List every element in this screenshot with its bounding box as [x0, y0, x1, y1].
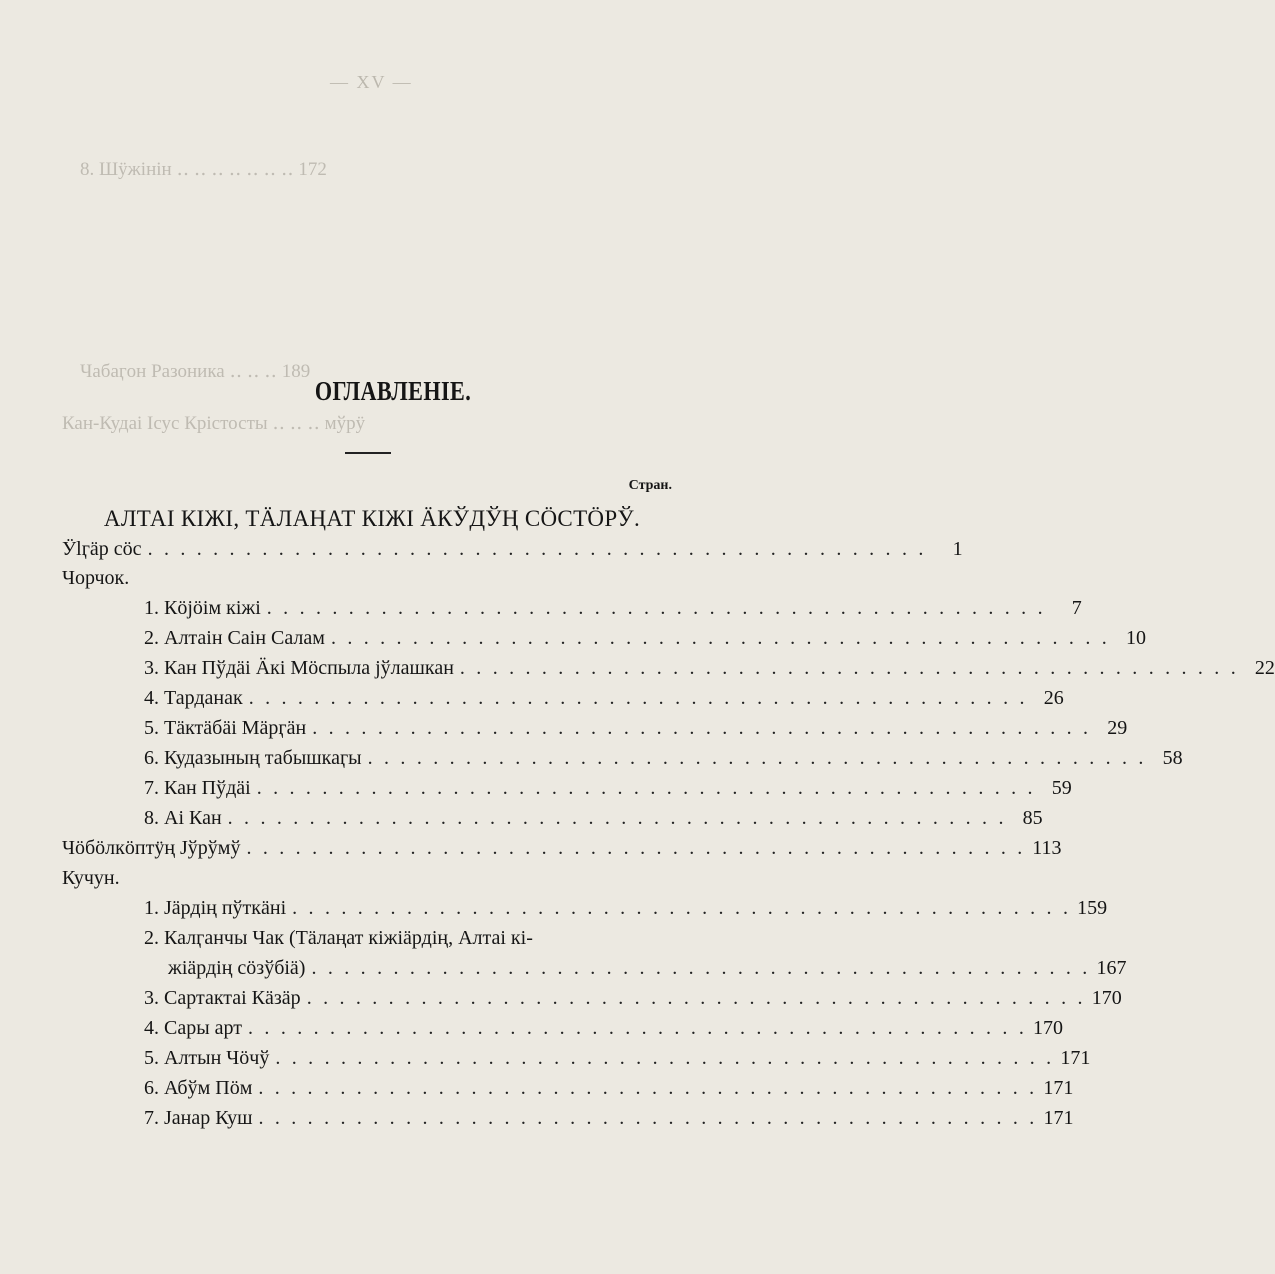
- leader-dots: . . . . . . . . . . . . . . . . . . . . . . . . . . . . . . . . . . . . . . . . . . . . . . . .: [306, 987, 1086, 1009]
- leader-dots: . . . . . . . . . . . . . . . . . . . . . . . . . . . . . . . . . . . . . . . . . . . . . . . .: [459, 657, 1239, 679]
- toc-entry-label: 5. Тӓктӓбӓі Мӓрӷӓн: [144, 717, 307, 739]
- toc-page-number: 170: [1091, 987, 1122, 1009]
- toc-entry: [144, 987, 1122, 1017]
- toc-entry: [62, 538, 963, 568]
- toc-page-number: 170: [1033, 1017, 1064, 1039]
- toc-entry-label: 4. Тарданак: [144, 687, 243, 709]
- toc-entry: [144, 1107, 1074, 1137]
- toc-entry: [144, 597, 1082, 627]
- toc-entry-label: 3. Сартактаі Кӓзӓр: [144, 987, 301, 1009]
- section-heading: АЛТАІ КІЖІ, ТÄЛАҢАТ КІЖІ ÄКЎДЎҢ СÖСТÖРЎ.: [103, 506, 641, 531]
- leader-dots: . . . . . . . . . . . . . . . . . . . . . . . . . . . . . . . . . . . . . . . . . . . . . . . .: [248, 1017, 1028, 1039]
- leader-dots: . . . . . . . . . . . . . . . . . . . . . . . . . . . . . . . . . . . . . . . . . . . . . . . .: [275, 1047, 1055, 1069]
- toc-entry-label: 1. Јӓрдің пўткӓні: [144, 897, 287, 919]
- toc-entry-label-line1: 2. Калӷанчы Чак (Тӓлаңат кіжіӓрдің, Алтаі кі-: [144, 927, 533, 949]
- toc-entry: [62, 837, 1062, 867]
- toc-entry-label: 4. Сары арт: [144, 1017, 243, 1039]
- toc-page-number: 85: [1022, 807, 1043, 829]
- toc-entry: [144, 627, 1146, 657]
- leader-dots: . . . . . . . . . . . . . . . . . . . . . . . . . . . . . . . . . . . . . . . . . . . . . . . .: [311, 957, 1091, 979]
- toc-entry: [144, 897, 1108, 927]
- leader-dots: . . . . . . . . . . . . . . . . . . . . . . . . . . . . . . . . . . . . . . . . . . . . . . . .: [227, 807, 1007, 829]
- toc-entry: [144, 657, 1275, 687]
- toc-entry: [168, 957, 1127, 987]
- toc-page-number: 171: [1043, 1107, 1074, 1129]
- leader-dots: . . . . . . . . . . . . . . . . . . . . . . . . . . . . . . . . . . . . . . . . . . . . . . . .: [248, 687, 1028, 709]
- toc-entry-label-line2: жіӓрдің сöзўбіӓ): [168, 957, 306, 979]
- toc-entry: [144, 747, 1183, 777]
- toc-entry-label: 3. Кан Пўдӓі Ӓкі Мöспыла јўлашкан: [144, 657, 454, 679]
- toc-page-number: 10: [1125, 627, 1146, 649]
- title-divider: [345, 452, 391, 454]
- toc-page-number: 7: [1071, 597, 1082, 619]
- toc-entry-label: Чöбöлкöптӱң Јўрўмў: [62, 837, 241, 859]
- toc-entry-label: 7. Кан Пўдӓі: [144, 777, 251, 799]
- toc-page-number: 159: [1077, 897, 1108, 919]
- toc-page-number: 22: [1254, 657, 1275, 679]
- leader-dots: . . . . . . . . . . . . . . . . . . . . . . . . . . . . . . . . . . . . . . . . . . . . . . . .: [266, 597, 1046, 619]
- toc-entry: [144, 777, 1072, 807]
- toc-entry-label: 7. Јанар Куш: [144, 1107, 253, 1129]
- leader-dots: . . . . . . . . . . . . . . . . . . . . . . . . . . . . . . . . . . . . . . . . . . . . . . . .: [258, 1107, 1038, 1129]
- toc-page-number: 113: [1032, 837, 1062, 859]
- toc-entry-label: Ӱlӷӓр сöс: [62, 538, 142, 560]
- toc-page-number: 26: [1043, 687, 1064, 709]
- toc-entry-label: 1. Кöјӧім кіжі: [144, 597, 261, 619]
- toc-page-number: 1: [952, 538, 963, 560]
- leader-dots: . . . . . . . . . . . . . . . . . . . . . . . . . . . . . . . . . . . . . . . . . . . . . . . .: [246, 837, 1026, 859]
- toc-page-number: 59: [1051, 777, 1072, 799]
- bleed-through-header: — XV —: [330, 72, 413, 92]
- toc-entry-label: 8. Аі Кан: [144, 807, 222, 829]
- page-title: ОГЛАВЛЕНІЕ.: [314, 376, 472, 406]
- toc-entry-label: 6. Кудазының табышкаӷы: [144, 747, 362, 769]
- leader-dots: . . . . . . . . . . . . . . . . . . . . . . . . . . . . . . . . . . . . . . . . . . . . . . . .: [367, 747, 1147, 769]
- leader-dots: . . . . . . . . . . . . . . . . . . . . . . . . . . . . . . . . . . . . . . . . . . . . . . . .: [312, 717, 1092, 739]
- toc-page-number: 58: [1162, 747, 1183, 769]
- toc-entry: [144, 687, 1064, 717]
- toc-page-number: 167: [1096, 957, 1127, 979]
- toc-entry-label: 2. Алтаін Саін Салам: [144, 627, 325, 649]
- leader-dots: . . . . . . . . . . . . . . . . . . . . . . . . . . . . . . . . . . . . . . . . . . . . . . . .: [330, 627, 1110, 649]
- toc-entry: [144, 1047, 1091, 1077]
- toc-page-number: 171: [1043, 1077, 1074, 1099]
- leader-dots: . . . . . . . . . . . . . . . . . . . . . . . . . . . . . . . . . . . . . . . . . . . . . . . .: [256, 777, 1036, 799]
- bleed-through-text: 8. Шӱжінін ‥ ‥ ‥ ‥ ‥ ‥ ‥ 172 Чабаӷон Разоника ‥ ‥ ‥ 189 Кан-Кудаі Ісус Крістосты ‥ ‥ ‥ мўрӱ: [62, 159, 366, 434]
- leader-dots: . . . . . . . . . . . . . . . . . . . . . . . . . . . . . . . . . . . . . . . . . . . . . . . .: [292, 897, 1072, 919]
- page-column-label: Стран.: [628, 478, 672, 493]
- toc-entry: [144, 807, 1043, 837]
- toc-entry: [144, 717, 1128, 747]
- toc-entry-label: 5. Алтын Чöчў: [144, 1047, 270, 1069]
- toc-entry-label: 6. Абўм Пöм: [144, 1077, 253, 1099]
- toc-entry: [144, 1077, 1074, 1107]
- leader-dots: . . . . . . . . . . . . . . . . . . . . . . . . . . . . . . . . . . . . . . . . . . . . . . . .: [147, 538, 927, 560]
- toc-page-number: 171: [1060, 1047, 1091, 1069]
- toc-section-label: Чорчок.: [62, 567, 130, 589]
- leader-dots: . . . . . . . . . . . . . . . . . . . . . . . . . . . . . . . . . . . . . . . . . . . . . . . .: [258, 1077, 1038, 1099]
- toc-section-label: Кучун.: [62, 867, 120, 889]
- toc-entry: [144, 1017, 1064, 1047]
- toc-page-number: 29: [1107, 717, 1128, 739]
